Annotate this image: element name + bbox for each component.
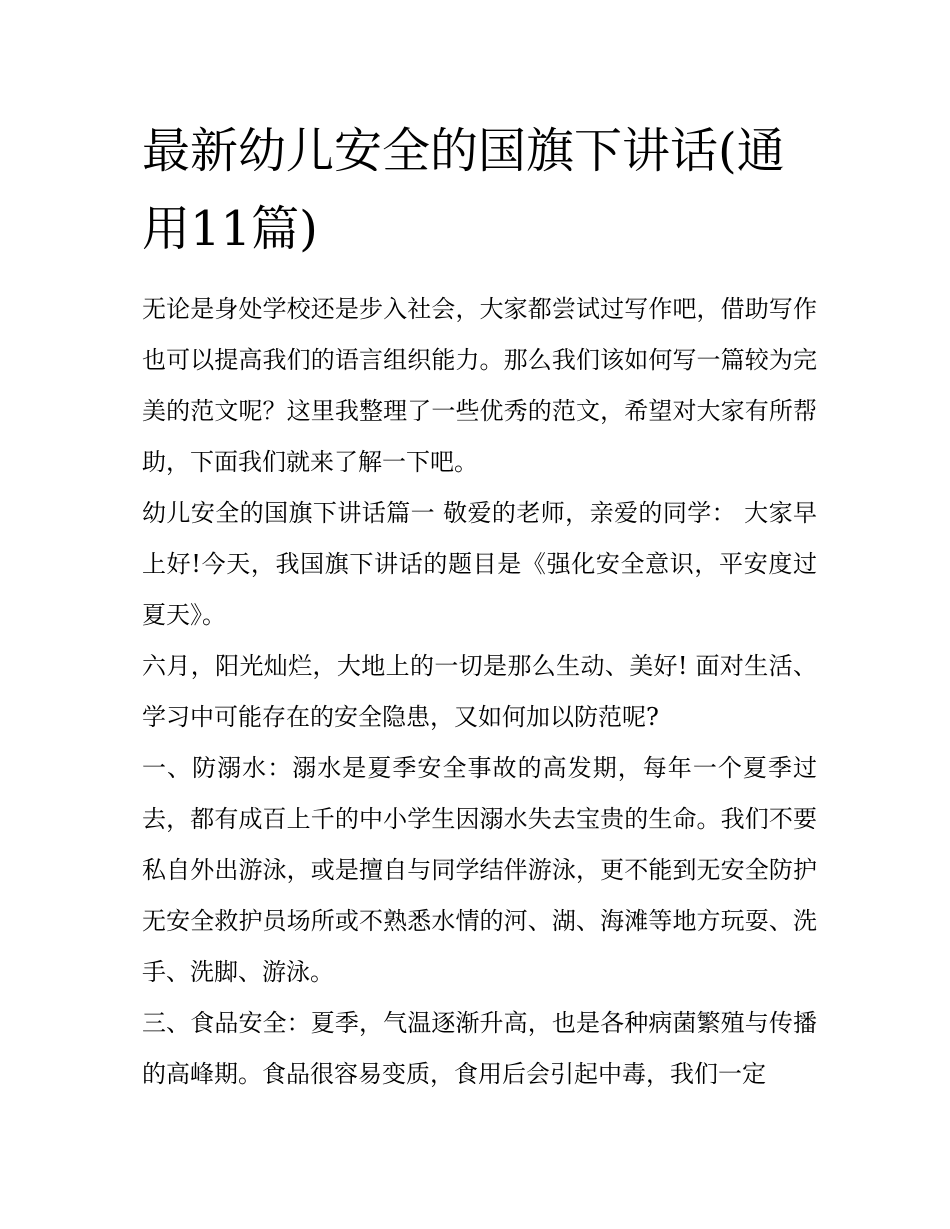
paragraph-drowning: 一、防溺水：溺水是夏季安全事故的高发期，每年一个夏季过去，都有成百上千的中小学生因溺水失去宝贵的生命。我们不要私自外出游泳，或是擅自与同学结伴游泳，更不能到无安全防护无安全救护员场所或不熟悉水情的河、湖、海滩等地方玩耍、洗手、洗脚、游泳。 bbox=[142, 754, 817, 986]
paragraph-food-safety: 三、食品安全：夏季，气温逐渐升高，也是各种病菌繁殖与传播的高峰期。食品很容易变质，食用后会引起中毒，我们一定 bbox=[142, 1009, 817, 1088]
paragraph-greeting: 幼儿安全的国旗下讲话篇一 敬爱的老师，亲爱的同学： 大家早上好!今天，我国旗下讲话的题目是《强化安全意识，平安度过夏天》。 bbox=[142, 499, 817, 629]
document-title: 最新幼儿安全的国旗下讲话(通用11篇) bbox=[142, 123, 785, 257]
paragraph-intro: 无论是身处学校还是步入社会，大家都尝试过写作吧，借助写作也可以提高我们的语言组织能力。那么我们该如何写一篇较为完美的范文呢？这里我整理了一些优秀的范文，希望对大家有所帮助，下面我们就来了解一下吧。 bbox=[142, 295, 817, 476]
document-page bbox=[142, 112, 817, 1100]
paragraph-june: 六月，阳光灿烂，大地上的一切是那么生动、美好! 面对生活、学习中可能存在的安全隐患，又如何加以防范呢? bbox=[142, 652, 817, 731]
